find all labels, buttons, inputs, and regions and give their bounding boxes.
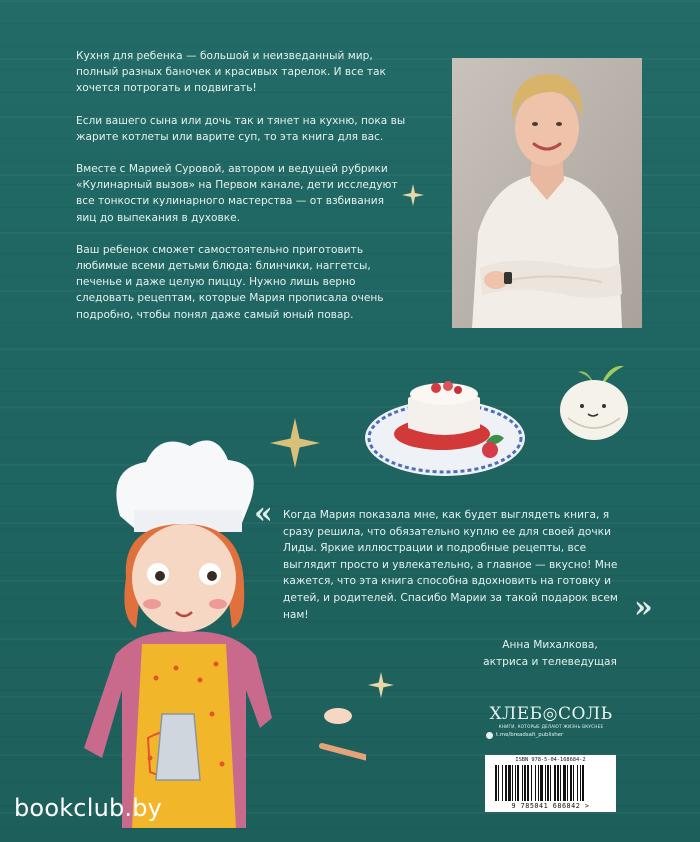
chef-girl-illustration: [76, 428, 366, 828]
telegram-handle: t.me/breadsalt_publisher: [496, 732, 564, 738]
publisher-block: [486, 704, 616, 740]
author-title: актриса и телеведущая: [483, 656, 617, 668]
quote-author: [450, 637, 650, 671]
description-paragraph-1: Кухня для ребенка — большой и неизведанный мир, полный разных баночек и красивых тарелок. И все так хочется потрогать и подвигать!: [76, 50, 386, 95]
watermark: bookclub.by: [14, 794, 163, 822]
author-photo: [452, 58, 642, 328]
publisher-logo: ХЛЕБ◎СОЛЬ: [489, 704, 613, 724]
star-icon: [402, 184, 424, 206]
author-name: Анна Михалкова,: [502, 639, 598, 651]
description-paragraph-4: Ваш ребенок сможет самостоятельно приготовить любимые всеми детьми блюда: блинчики, наггетсы, печенье и даже целую пиццу. Нужно лишь верно следовать рецептам, которые Мария прописала очень подробно, чтобы понял даже самый юный повар.: [76, 243, 384, 321]
publisher-tagline: КНИГИ, КОТОРЫЕ ДЕЛАЮТ ЖИЗНЬ ВКУСНЕЕ: [498, 724, 604, 729]
star-icon: [270, 418, 320, 468]
publisher-telegram: [486, 730, 616, 740]
panna-cotta-illustration: [360, 368, 530, 483]
star-icon: [368, 672, 394, 698]
barcode-label: [485, 755, 616, 812]
description-paragraph-3: Вместе с Марией Суровой, автором и ведущей рубрики «Кулинарный вызов» на Первом канале, дети исследуют все тонкости кулинарного мастерства — от взбивания яиц до выпекания в духовке.: [76, 163, 398, 224]
open-quote-mark: «: [254, 496, 273, 531]
telegram-icon: [486, 732, 493, 739]
barcode-icon: [495, 765, 606, 801]
description-text: [76, 48, 406, 339]
testimonial-quote: Когда Мария показала мне, как будет выглядеть книга, я сразу решила, что обязательно куплю ее для своей дочки Лиды. Яркие иллюстрации и подробные рецепты, все выглядит просто и увлекательно, а главное — вкусно! Мне кажется, что эта книга способна вдохновить на готовку и детей, и родителей. Спасибо Марии за такой подарок всем нам!: [283, 509, 618, 621]
barcode-digits: 9 785041 686842 >: [511, 802, 590, 810]
description-paragraph-2: Если вашего сына или дочь так и тянет на кухню, пока вы жарите котлеты или варите суп, то эта книга для вас.: [76, 114, 406, 143]
isbn-text: ISBN 978-5-04-168684-2: [515, 757, 586, 763]
close-quote-mark: »: [634, 590, 653, 625]
turnip-illustration: [548, 358, 638, 448]
